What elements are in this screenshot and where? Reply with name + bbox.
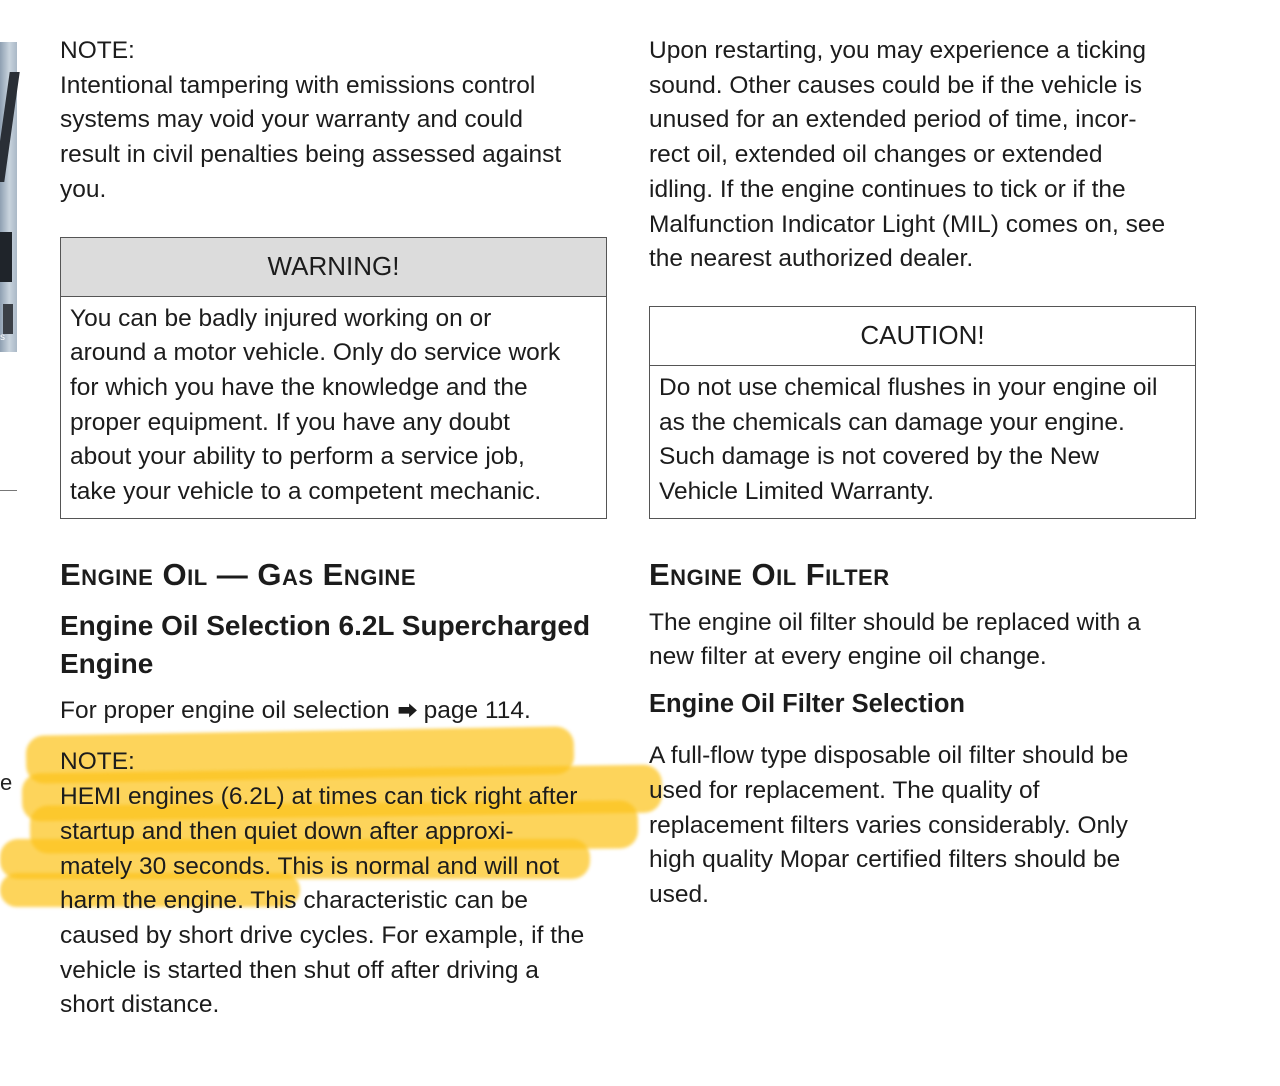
subsection-title-filter-selection: Engine Oil Filter Selection xyxy=(649,690,965,719)
adjacent-page-rule xyxy=(0,490,17,491)
right-column xyxy=(649,34,1196,913)
warning-title: WARNING! xyxy=(61,238,606,297)
paragraph-ticking xyxy=(649,34,1196,277)
note-line: systems may void your warranty and could xyxy=(60,106,523,134)
caution-line: Vehicle Limited Warranty. xyxy=(659,478,935,506)
warning-line: about your ability to perform a service job, xyxy=(70,443,525,471)
note-emissions xyxy=(60,34,607,208)
paragraph-line: idling. If the engine continues to tick or if the xyxy=(649,175,1126,203)
paragraph-filter-replace xyxy=(649,606,1196,675)
paragraph-line: Malfunction Indicator Light (MIL) comes on, see xyxy=(649,210,1166,238)
paragraph-line: used. xyxy=(649,880,709,908)
paragraph-line: used for replacement. The quality of xyxy=(649,776,1040,804)
note-line: short distance. xyxy=(60,991,220,1019)
caution-box xyxy=(649,306,1196,519)
note-line: result in civil penalties being assessed against xyxy=(60,141,562,169)
caution-line: Such damage is not covered by the New xyxy=(659,443,1099,471)
left-column xyxy=(60,34,607,1023)
subsection-title-line: Engine Oil Selection 6.2L Supercharged xyxy=(60,609,591,641)
paragraph-line: rect oil, extended oil changes or extended xyxy=(649,141,1103,169)
note-title: NOTE: xyxy=(60,37,135,64)
photo-fragment-label: s xyxy=(0,332,5,343)
warning-line: take your vehicle to a competent mechanic. xyxy=(70,478,542,506)
paragraph-filter-quality xyxy=(649,739,1196,913)
note-line: vehicle is started then shut off after driving a xyxy=(60,956,539,984)
note-line: startup and then quiet down after approxi- xyxy=(60,817,514,845)
note-hemi-tick xyxy=(60,745,607,1023)
paragraph-line: new filter at every engine oil change. xyxy=(649,643,1047,671)
warning-box xyxy=(60,237,607,519)
subsection-title-line: Engine xyxy=(60,647,154,679)
reference-text: For proper engine oil selection xyxy=(60,696,390,724)
adjacent-page-letter: e xyxy=(0,770,13,795)
caution-line: as the chemicals can damage your engine. xyxy=(659,408,1125,436)
section-title-engine-oil: Engine Oil — Gas Engine xyxy=(60,556,416,592)
paragraph-line: The engine oil filter should be replaced with a xyxy=(649,608,1141,636)
paragraph-line: replacement filters varies considerably. Only xyxy=(649,811,1128,839)
warning-line: for which you have the knowledge and the xyxy=(70,373,528,401)
page-reference-arrow-icon: ⮕ xyxy=(397,700,418,723)
subsection-title-oil-selection xyxy=(60,607,607,683)
caution-body xyxy=(650,366,1195,518)
note-line: HEMI engines (6.2L) at times can tick right after xyxy=(60,783,578,811)
note-line: mately 30 seconds. This is normal and will not xyxy=(60,852,560,880)
paragraph-line: sound. Other causes could be if the vehicle is xyxy=(649,71,1143,99)
note-line: Intentional tampering with emissions control xyxy=(60,71,536,99)
caution-line: Do not use chemical flushes in your engine oil xyxy=(659,373,1158,401)
note-title: NOTE: xyxy=(60,748,135,776)
caution-title: CAUTION! xyxy=(650,307,1195,366)
paragraph-line: unused for an extended period of time, incor- xyxy=(649,106,1137,134)
adjacent-page-photo-fragment xyxy=(0,42,17,352)
warning-line: You can be badly injured working on or xyxy=(70,304,492,332)
section-title-oil-filter: Engine Oil Filter xyxy=(649,556,890,592)
warning-body xyxy=(61,297,606,518)
paragraph-line: the nearest authorized dealer. xyxy=(649,245,974,273)
paragraph-line: A full-flow type disposable oil filter should be xyxy=(649,742,1129,770)
warning-line: around a motor vehicle. Only do service work xyxy=(70,339,561,367)
page-reference xyxy=(60,694,607,730)
reference-page-link[interactable]: page 114. xyxy=(423,696,531,724)
note-line: you. xyxy=(60,175,107,203)
warning-line: proper equipment. If you have any doubt xyxy=(70,408,510,436)
note-line: harm the engine. This characteristic can be xyxy=(60,887,529,915)
paragraph-line: high quality Mopar certified filters should be xyxy=(649,846,1121,874)
paragraph-line: Upon restarting, you may experience a ticking xyxy=(649,37,1147,64)
note-line: caused by short drive cycles. For example, if the xyxy=(60,921,585,949)
